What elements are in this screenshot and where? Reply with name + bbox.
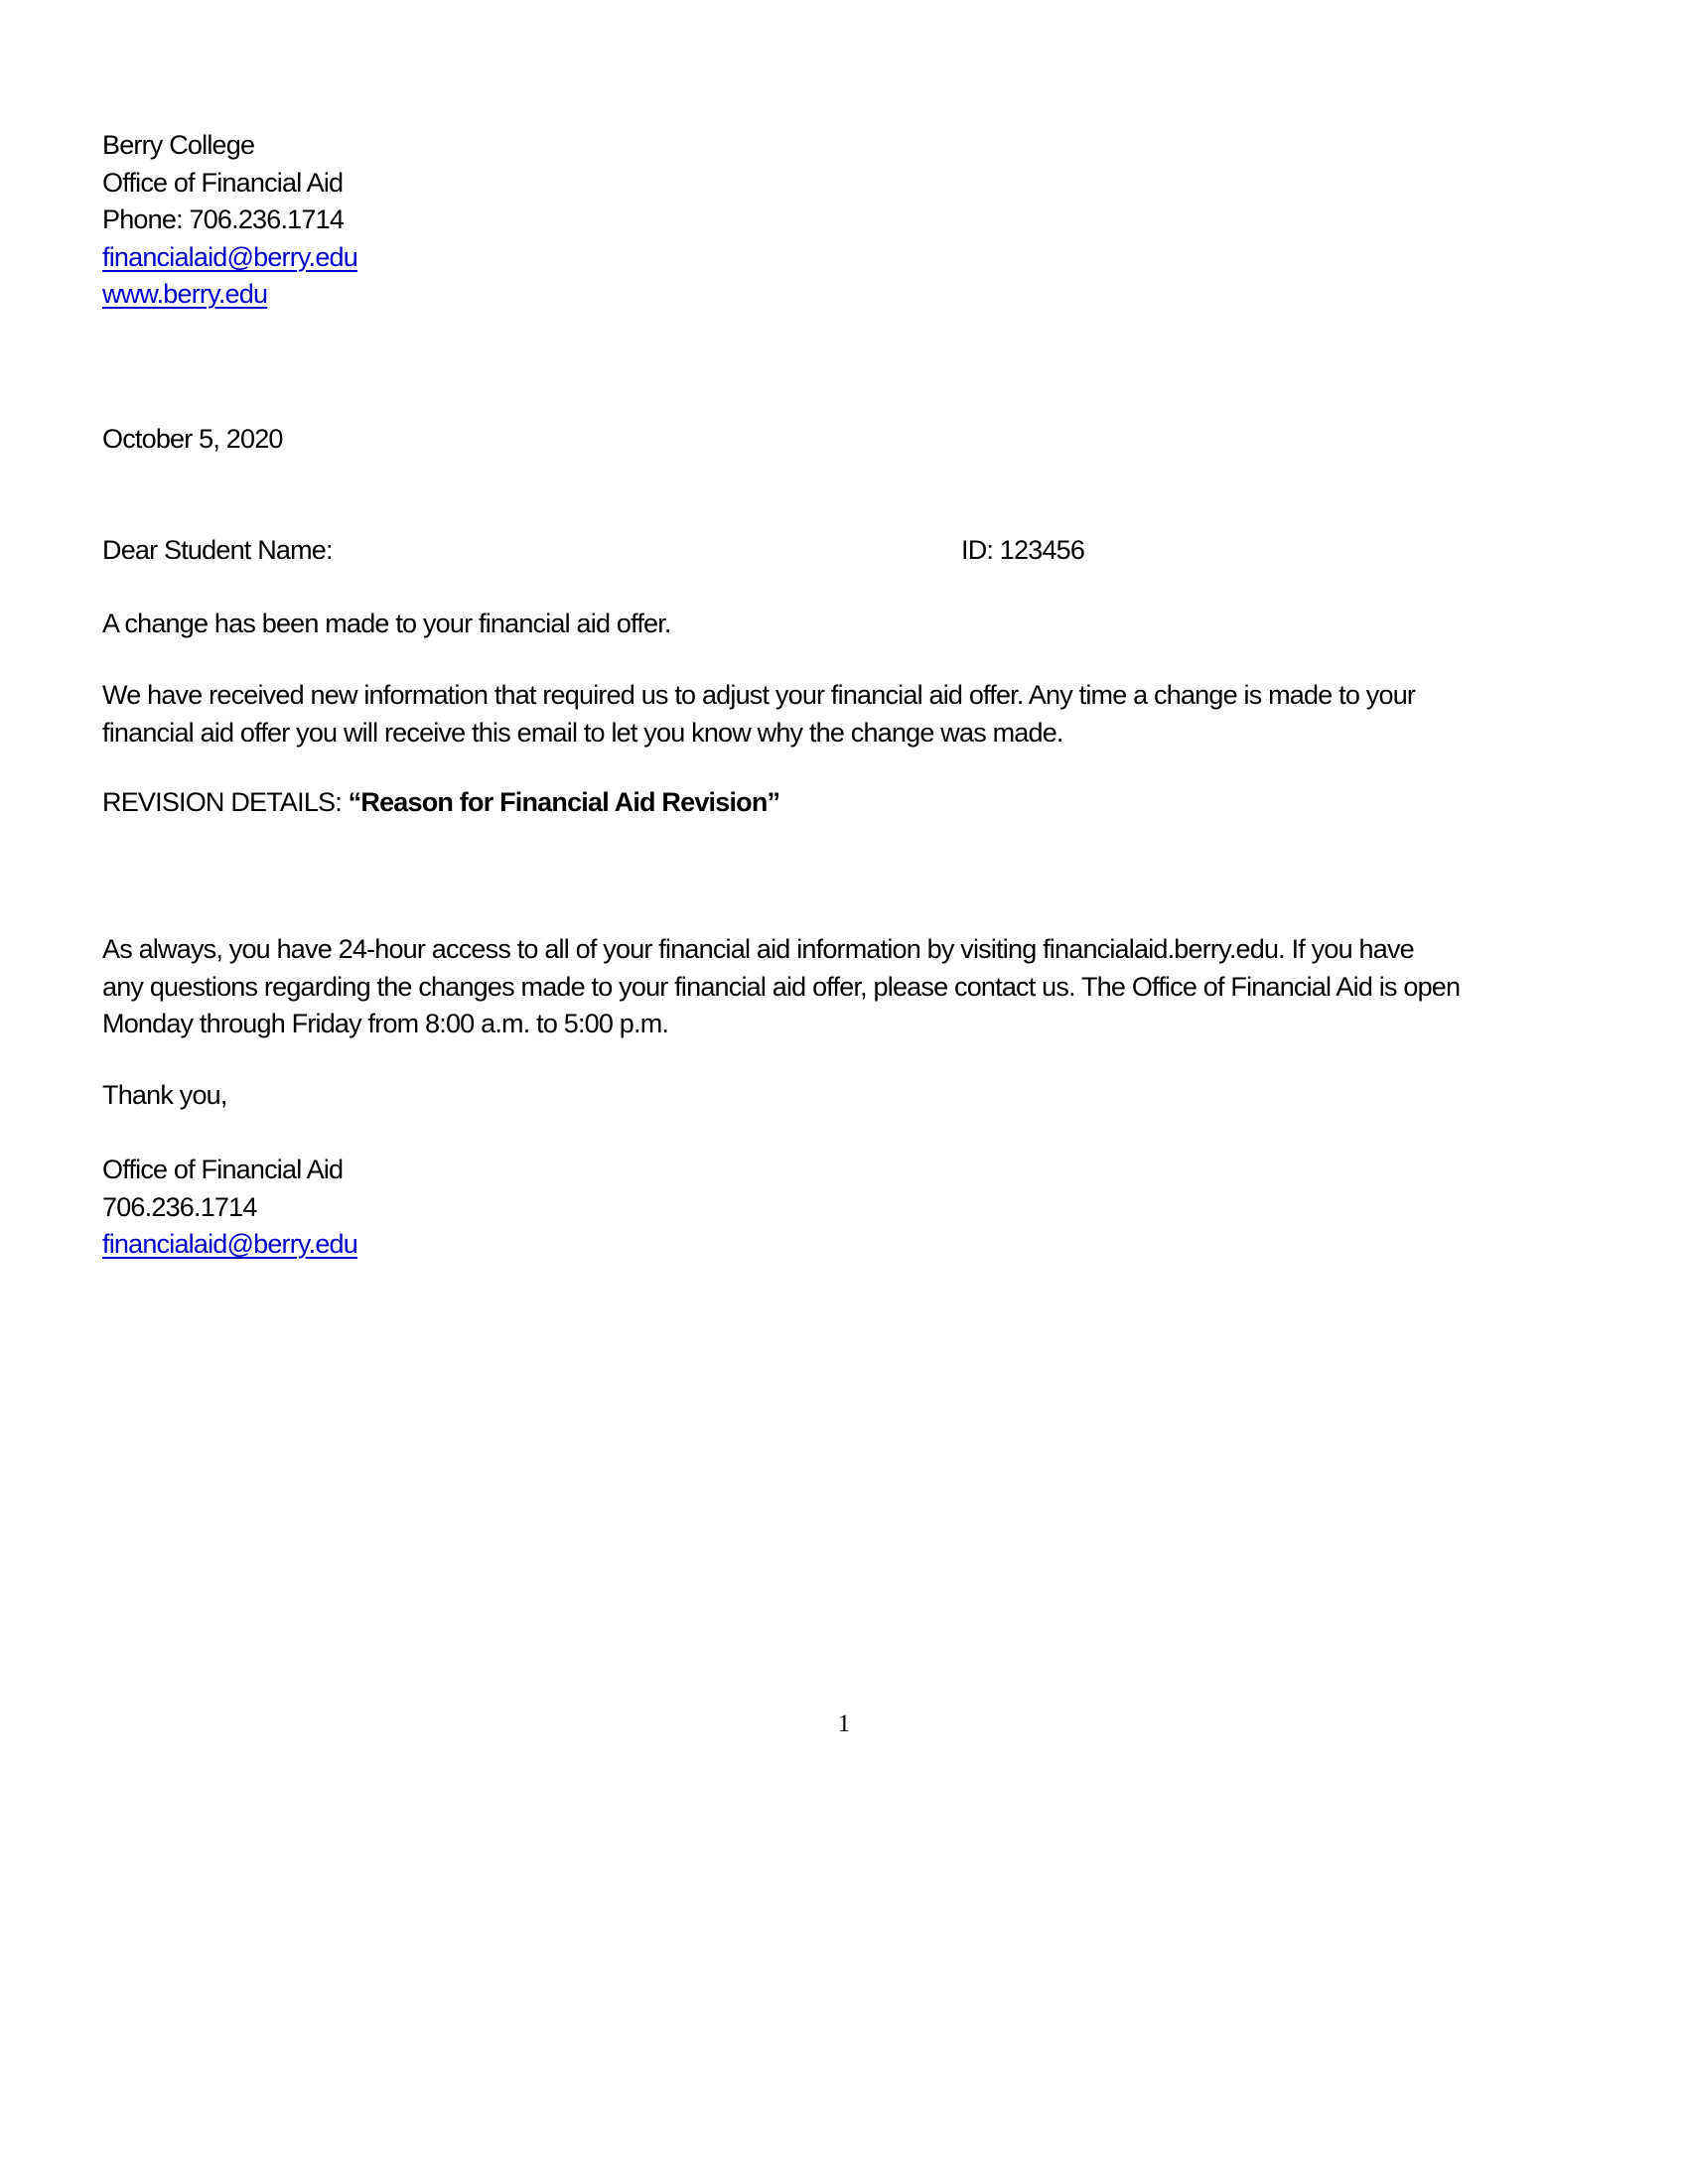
sender-email-row — [102, 239, 1599, 277]
sender-website-link[interactable]: www.berry.edu — [102, 279, 268, 309]
revision-details-label: REVISION DETAILS: — [102, 787, 349, 817]
greeting: Dear Student Name: — [102, 535, 333, 565]
signature-phone: 706.236.1714 — [102, 1191, 257, 1222]
sender-email-link[interactable]: financialaid@berry.edu — [102, 241, 357, 272]
signature-block — [102, 1152, 1599, 1264]
greeting-row — [102, 532, 1599, 570]
intro-line: A change has been made to your financial aid offer. — [102, 609, 671, 638]
letter-date: October 5, 2020 — [102, 424, 283, 454]
paragraph-change-explanation — [102, 677, 1599, 751]
page-number: 1 — [837, 1710, 851, 1737]
paragraph-line: As always, you have 24-hour access to all of your financial aid information by visiting financialaid.berry.edu. If you have — [102, 934, 1414, 964]
paragraph-access-info — [102, 931, 1599, 1043]
paragraph-line: financial aid offer you will receive this email to let you know why the change was made. — [102, 717, 1063, 748]
signature-email-row — [102, 1226, 1599, 1264]
signature-org: Office of Financial Aid — [102, 1155, 344, 1184]
sender-header — [102, 127, 1599, 314]
paragraph-line: We have received new information that required us to adjust your financial aid offer. Any time a change is made to your — [102, 680, 1416, 710]
paragraph-line: any questions regarding the changes made to your financial aid offer, please contact us. The Office of Financial Aid is open — [102, 971, 1461, 1002]
paragraph-line: Monday through Friday from 8:00 a.m. to 5:00 p.m. — [102, 1009, 669, 1038]
sender-website-row — [102, 276, 1599, 314]
sender-office: Office of Financial Aid — [102, 167, 344, 198]
sender-org: Berry College — [102, 130, 255, 160]
revision-details-line — [102, 784, 1599, 822]
revision-reason: “Reason for Financial Aid Revision” — [348, 787, 780, 817]
sender-phone: Phone: 706.236.1714 — [102, 205, 345, 234]
student-id: ID: 123456 — [961, 535, 1085, 565]
signature-email-link[interactable]: financialaid@berry.edu — [102, 1229, 357, 1259]
closing-line: Thank you, — [102, 1080, 227, 1110]
